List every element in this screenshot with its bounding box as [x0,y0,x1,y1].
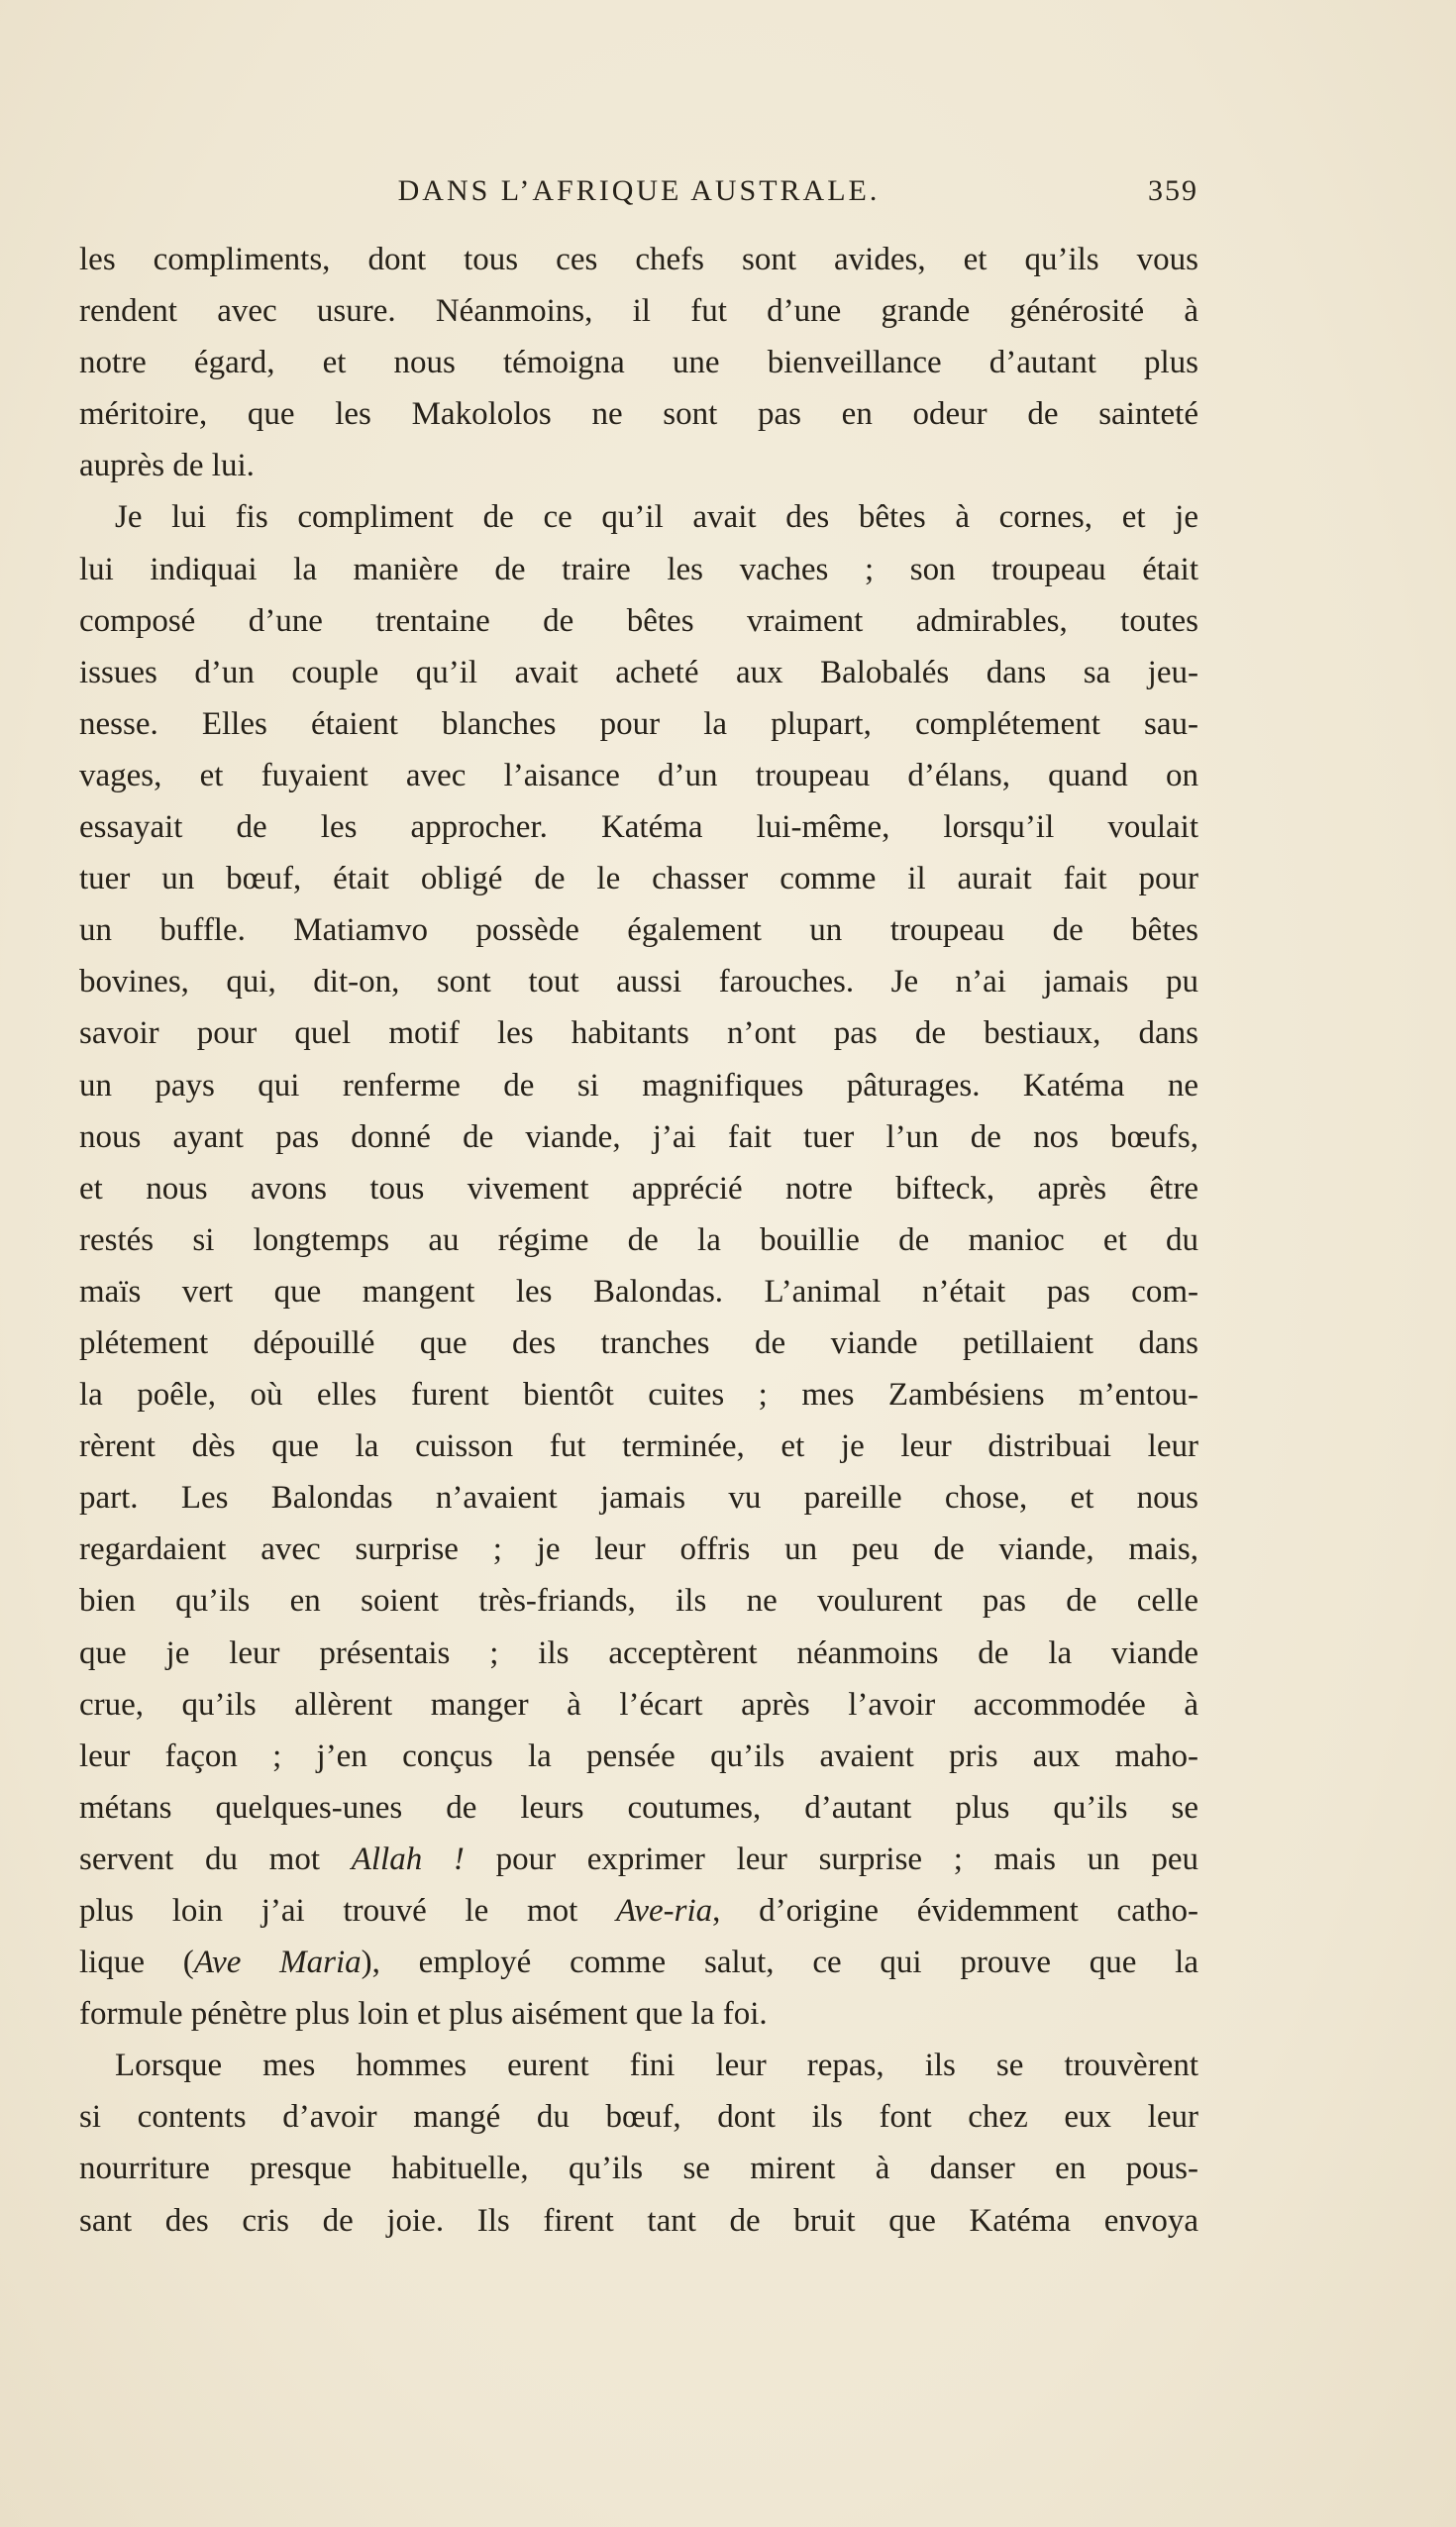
text-line [79,1060,1198,1111]
running-head [79,171,1198,211]
text-run: plus loin j’ai trouvé le mot [79,1893,616,1929]
text-line [79,853,1198,904]
text-line [79,647,1198,698]
text-run: la poêle, où elles furent bientôt cuites ; mes Zambésiens m’entou- [79,1377,1198,1414]
text-line [79,2091,1198,2143]
text-line [79,1937,1198,1988]
text-line [79,1885,1198,1937]
text-run: métans quelques-unes de leurs coutumes, d’autant plus qu’ils se [79,1789,1198,1826]
text-run: restés si longtemps au régime de la bouillie de manioc et du [79,1221,1198,1258]
italic-text: Ave Maria [193,1945,362,1981]
text-run: pour exprimer leur surprise ; mais un peu [464,1841,1198,1877]
text-run: un buffle. Matiamvo possède également un troupeau de bêtes [79,912,1198,949]
text-run: ), employé comme salut, ce qui prouve que la [361,1945,1198,1981]
text-line [79,285,1198,337]
text-line [79,1834,1198,1885]
text-run: issues d’un couple qu’il avait acheté aux Balobalés dans sa jeu- [79,654,1198,690]
text-line [79,1317,1198,1369]
text-run: bovines, qui, dit-on, sont tout aussi farouches. Je n’ai jamais pu [79,964,1198,1000]
text-run: sant des cris de joie. Ils firent tant de bruit que Katéma envoya [79,2202,1198,2239]
text-run: regardaient avec surprise ; je leur offris un peu de viande, mais, [79,1531,1198,1568]
text-line [79,1369,1198,1421]
text-run: bien qu’ils en soient très-friands, ils ne voulurent pas de celle [79,1583,1198,1620]
text-line [79,1782,1198,1834]
text-run: notre égard, et nous témoigna une bienveillance d’autant plus [79,345,1198,381]
text-line [79,1679,1198,1731]
text-line [79,1472,1198,1524]
text-run: nourriture presque habituelle, qu’ils se mirent à danser en pous- [79,2151,1198,2187]
text-line [79,595,1198,647]
text-line [79,1628,1198,1679]
text-run: rèrent dès que la cuisson fut terminée, et je leur distribuai leur [79,1428,1198,1465]
text-run: tuer un bœuf, était obligé de le chasser comme il aurait fait pour [79,861,1198,897]
text-line [79,1266,1198,1317]
text-run: rendent avec usure. Néanmoins, il fut d’une grande générosité à [79,293,1198,330]
text-line [79,337,1198,388]
text-run: Lorsque mes hommes eurent fini leur repas, ils se trouvèrent [115,2048,1198,2084]
text-run: leur façon ; j’en conçus la pensée qu’ils avaient pris aux maho- [79,1737,1198,1774]
text-run: lique ( [79,1945,194,1981]
text-run: part. Les Balondas n’avaient jamais vu pareille chose, et nous [79,1480,1198,1517]
text-line [79,1731,1198,1782]
text-line [79,440,1198,491]
text-run: et nous avons tous vivement apprécié notre bifteck, après être [79,1170,1198,1207]
text-line [79,491,1198,543]
text-run: lui indiquai la manière de traire les vaches ; son troupeau était [79,551,1198,587]
text-run: auprès de lui. [79,448,255,484]
text-run: savoir pour quel motif les habitants n’ont pas de bestiaux, dans [79,1015,1198,1052]
text-run: essayait de les approcher. Katéma lui-même, lorsqu’il voulait [79,809,1198,846]
text-line [79,1524,1198,1575]
text-run: servent du mot [79,1841,352,1877]
running-title: DANS L’AFRIQUE AUSTRALE. [397,174,881,207]
text-run: les compliments, dont tous ces chefs sont avides, et qu’ils vous [79,242,1198,277]
text-line [79,544,1198,595]
text-line [79,2040,1198,2091]
text-line [79,2195,1198,2247]
text-line [79,1214,1198,1266]
text-run: vages, et fuyaient avec l’aisance d’un troupeau d’élans, quand on [79,757,1198,793]
text-run: si contents d’avoir mangé du bœuf, dont ils font chez eux leur [79,2099,1198,2136]
text-run: formule pénètre plus loin et plus aisément que la foi. [79,1996,768,2033]
text-run: que je leur présentais ; ils acceptèrent néanmoins de la viande [79,1634,1198,1671]
page-number: 359 [1148,174,1198,207]
text-run: un pays qui renferme de si magnifiques pâturages. Katéma ne [79,1067,1198,1104]
text-run: composé d’une trentaine de bêtes vraiment admirables, toutes [79,602,1198,639]
text-line [79,801,1198,853]
text-line [79,1007,1198,1059]
text-line [79,388,1198,440]
text-line [79,904,1198,956]
text-run: maïs vert que mangent les Balondas. L’animal n’était pas com- [79,1273,1198,1310]
text-run: nesse. Elles étaient blanches pour la plupart, complétement sau- [79,705,1198,742]
text-run: plétement dépouillé que des tranches de viande petillaient dans [79,1324,1198,1361]
text-line [79,956,1198,1007]
text-run: Je lui fis compliment de ce qu’il avait des bêtes à cornes, et je [115,499,1198,536]
text-line [79,1163,1198,1214]
italic-text: Allah ! [351,1841,465,1877]
body-text [79,234,1198,2247]
text-line [79,1575,1198,1627]
text-line [79,2143,1198,2194]
text-line [79,698,1198,750]
text-run: méritoire, que les Makololos ne sont pas en odeur de sainteté [79,396,1198,433]
text-line [79,750,1198,801]
text-line [79,1421,1198,1472]
text-line [79,1988,1198,2040]
text-run: nous ayant pas donné de viande, j’ai fait tuer l’un de nos bœufs, [79,1118,1198,1155]
text-run: , d’origine évidemment catho- [712,1893,1198,1929]
text-line [79,1111,1198,1163]
italic-text: Ave-ria [615,1893,713,1929]
text-line [79,234,1198,285]
text-run: crue, qu’ils allèrent manger à l’écart après l’avoir accommodée à [79,1686,1198,1723]
